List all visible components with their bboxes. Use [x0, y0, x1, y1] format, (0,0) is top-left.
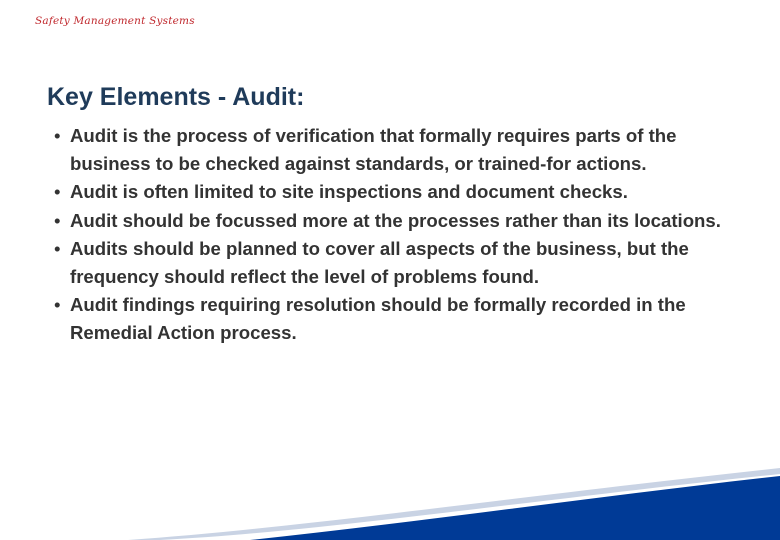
bullet-text: Audit findings requiring resolution should be formally recorded in the Remedial Action process.	[70, 294, 686, 344]
bullet-marker: •	[54, 181, 61, 203]
bullet-text: Audit should be focussed more at the processes rather than its locations.	[70, 209, 721, 231]
bullet-marker: •	[54, 237, 61, 259]
header-label: Safety Management Systems	[35, 15, 195, 27]
bullet-marker: •	[54, 125, 61, 146]
bullet-text: Audits should be planned to cover all aspects of the business, but the frequency should reflect the level of problems found.	[70, 237, 689, 288]
bullet-text: Audit is often limited to site inspections and document checks.	[70, 181, 628, 203]
swoosh-main	[250, 476, 780, 540]
bullet-text: Audit is the process of verification that formally requires parts of the business to be checked against standards, or trained-for actions.	[70, 125, 677, 175]
bullet-marker: •	[54, 294, 61, 316]
slide-title: Key Elements - Audit:	[47, 83, 305, 111]
bullet-marker: •	[54, 209, 61, 231]
